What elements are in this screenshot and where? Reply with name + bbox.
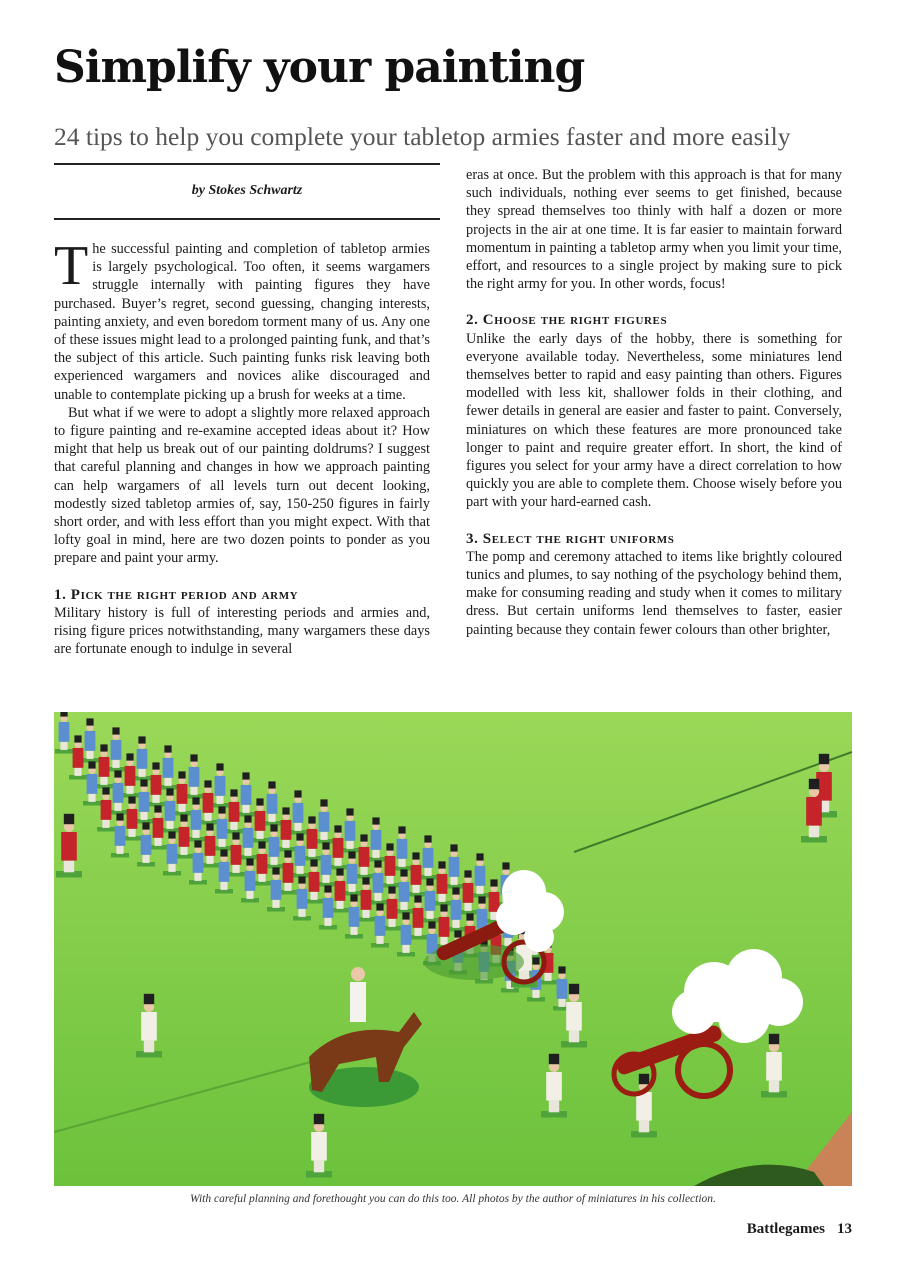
article-subtitle: 24 tips to help you complete your tabletop armies faster and more easily [54, 122, 791, 151]
section-1-heading: 1. Pick the right period and army [54, 586, 299, 603]
article-title: Simplify your painting [54, 42, 585, 93]
photo-caption: With careful planning and forethought you can do this too. All photos by the author of miniatures in his collection. [190, 1193, 716, 1205]
left-column [54, 235, 430, 658]
byline-rule-bottom [54, 218, 440, 220]
byline: by Stokes Schwartz [191, 183, 303, 198]
second-paragraph: But what if we were to adopt a slightly more relaxed approach to figure painting and re-examine accepted ideas about it? How might that help us break out of our painting doldrums? I suggest that careful planning and changes in how we approach painting can help wargamers of all levels turn out decent looking, modestly sized tabletop armies of, say, 150-250 figures in fairly short order, and with less effort than you might expect. With that lofty goal in mind, here are two dozen points to ponder as you prepare and paint your army. [54, 404, 430, 567]
section-2-heading: 2. Choose the right figures [466, 312, 668, 329]
drop-cap: T [54, 235, 89, 297]
section-3-heading: 3. Select the right uniforms [466, 530, 675, 547]
intro-paragraph [54, 235, 430, 404]
intro-text: he successful painting and completion of tabletop armies is largely psychological. Too often, it seems wargamers struggle internally with painting figures they have purchased. Buyer’s regret, second guessing, changing interests, painting anxiety, and even boredom torment many of us. Any one of these issues might lead to a prolonged painting funk, and that’s the subject of this article. Such painting funks risk leaving both experienced wargamers and novices alike discouraged and unable to contemplate picking up a brush for weeks at a time. [54, 241, 430, 403]
magazine-name: Battlegames [746, 1221, 825, 1237]
continued-paragraph: eras at once. But the problem with this approach is that for many such individuals, nothing ever seems to get finished, because they spread themselves too thinly with half a dozen or more projects in the air at one time. It is far easier to maintain forward momentum in painting a tabletop army when you limit your time, effort, and resources to a single project by making sure to pick the right army for you. In other words, focus! [466, 167, 842, 293]
page-footer [747, 1221, 852, 1238]
section-2-text: Unlike the early days of the hobby, there is something for everyone available today. Nevertheless, some miniatures lend themselves better to rapid and easy painting than others. Figures modelled with less kit, shallower folds in their clothing, and fewer details in general are easier and faster to paint. Conversely, miniatures on which these features are more pronounced take longer to paint and require greater effort. In short, the kind of figures you select for your army have a direct correlation to how quickly you are able to complete them. Choose wisely before you part with your hard-earned cash. [466, 330, 842, 511]
miniatures-photo [54, 712, 852, 1186]
section-1-text: Military history is full of interesting periods and armies and, rising figure prices notwithstanding, many wargamers these days are fortunate enough to indulge in several [54, 604, 430, 658]
right-column [466, 166, 842, 639]
byline-rule-top [54, 163, 440, 165]
section-3-text: The pomp and ceremony attached to items like brightly coloured tunics and plumes, to say nothing of the psychology behind them, make for consuming reading and study when it comes to military dress. But certain uniforms lend themselves to faster, easier painting because they contain fewer colours than other brighter, [466, 548, 842, 638]
page-number: 13 [837, 1221, 852, 1237]
